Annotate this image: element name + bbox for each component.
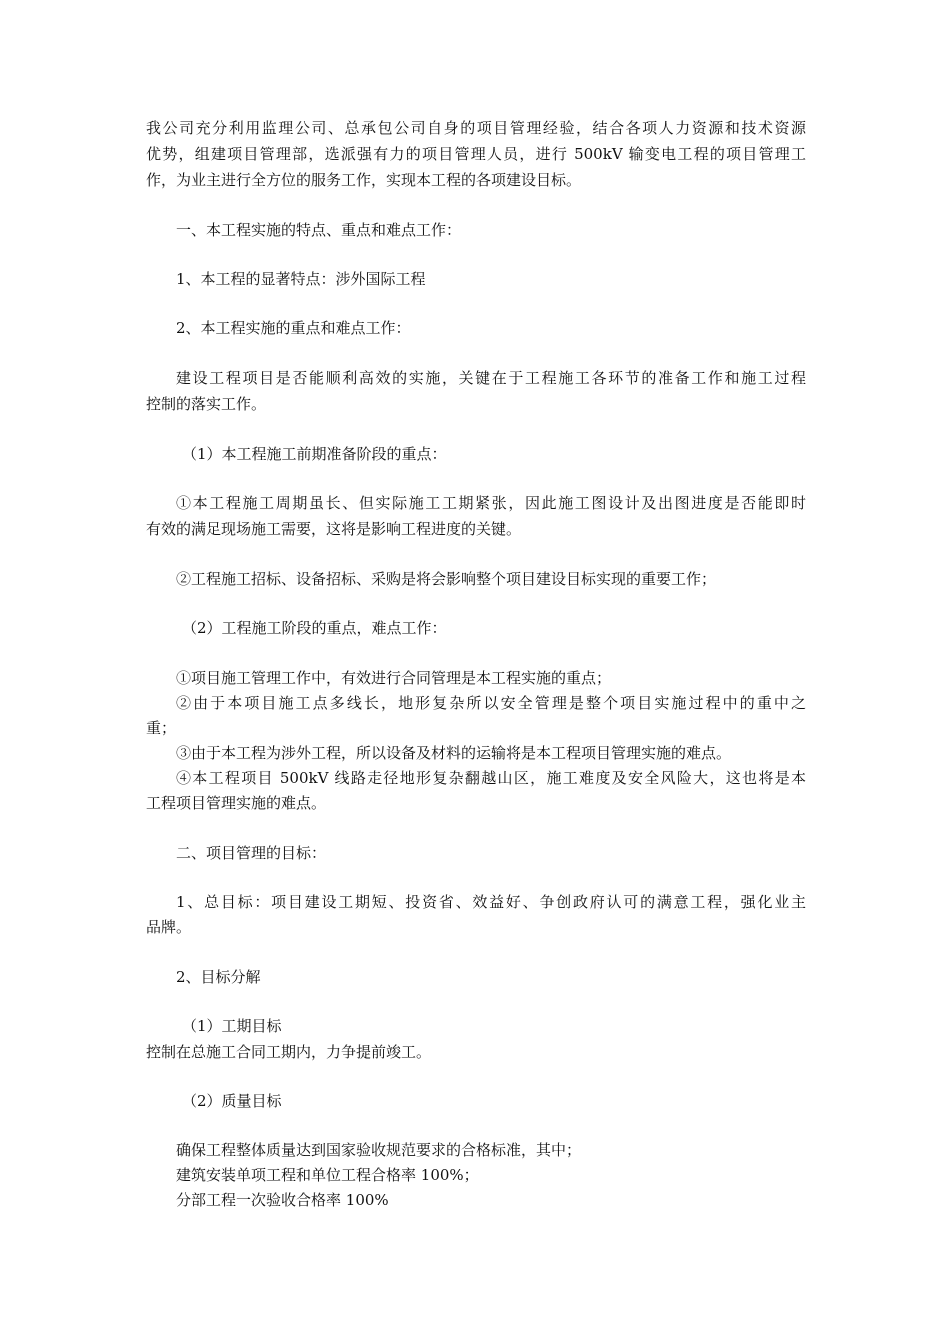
section1-heading: 一、本工程实施的特点、重点和难点工作： [176,221,462,239]
subsection-1-point-2: ②工程施工招标、设备招标、采购是将会影响整个项目建设目标实现的重要工作； [176,570,717,588]
quality-goal-line-2: 建筑安装单项工程和单位工程合格率 100%； [176,1166,479,1184]
subsection-2-point-2-line-1: ②由于本项目施工点多线长，地形复杂所以安全管理是整个项目实施过程中的重中之 [176,694,806,712]
subsection-2-point-3: ③由于本工程为涉外工程，所以设备及材料的运输将是本工程项目管理实施的难点。 [176,744,732,762]
subsection-1-point-1-line-2: 有效的满足现场施工需要，这将是影响工程进度的关键。 [146,520,522,538]
quality-goal-line-3: 分部工程一次验收合格率 100% [176,1191,389,1209]
section1-item-1: 1、本工程的显著特点：涉外国际工程 [176,270,426,288]
subsection-2-point-2-line-2: 重； [146,719,177,737]
intro-line-1: 我公司充分利用监理公司、总承包公司自身的项目管理经验，结合各项人力资源和技术资源 [146,119,806,137]
intro-line-2: 优势，组建项目管理部，选派强有力的项目管理人员，进行 500kV 输变电工程的项目管理工 [146,145,806,163]
subsection-2-point-1: ①项目施工管理工作中，有效进行合同管理是本工程实施的重点； [176,669,612,687]
subsection-2-point-4-line-1: ④本工程项目 500kV 线路走径地形复杂翻越山区，施工难度及安全风险大，这也将是本 [176,769,806,787]
subsection-2-heading: （2）工程施工阶段的重点，难点工作： [182,619,447,637]
subsection-1-heading: （1）本工程施工前期准备阶段的重点： [182,445,447,463]
goal-2-heading: 2、目标分解 [176,968,261,986]
schedule-goal-heading: （1）工期目标 [182,1017,282,1035]
section2-heading: 二、项目管理的目标： [176,844,327,862]
goal-1-line-1: 1、总目标：项目建设工期短、投资省、效益好、争创政府认可的满意工程，强化业主 [176,893,806,911]
section1-item-2: 2、本工程实施的重点和难点工作： [176,319,411,337]
subsection-1-point-1-line-1: ①本工程施工周期虽长、但实际施工工期紧张，因此施工图设计及出图进度是否能即时 [176,494,806,512]
quality-goal-line-1: 确保工程整体质量达到国家验收规范要求的合格标准，其中； [176,1141,582,1159]
section1-paragraph-line-2: 控制的落实工作。 [146,395,267,413]
subsection-2-point-4-line-2: 工程项目管理实施的难点。 [146,794,327,812]
section1-paragraph-line-1: 建设工程项目是否能顺利高效的实施，关键在于工程施工各环节的准备工作和施工过程 [176,369,806,387]
goal-1-line-2: 品牌。 [146,918,192,936]
schedule-goal-text: 控制在总施工合同工期内，力争提前竣工。 [146,1043,432,1061]
quality-goal-heading: （2）质量目标 [182,1092,282,1110]
intro-line-3: 作，为业主进行全方位的服务工作，实现本工程的各项建设目标。 [146,171,582,189]
